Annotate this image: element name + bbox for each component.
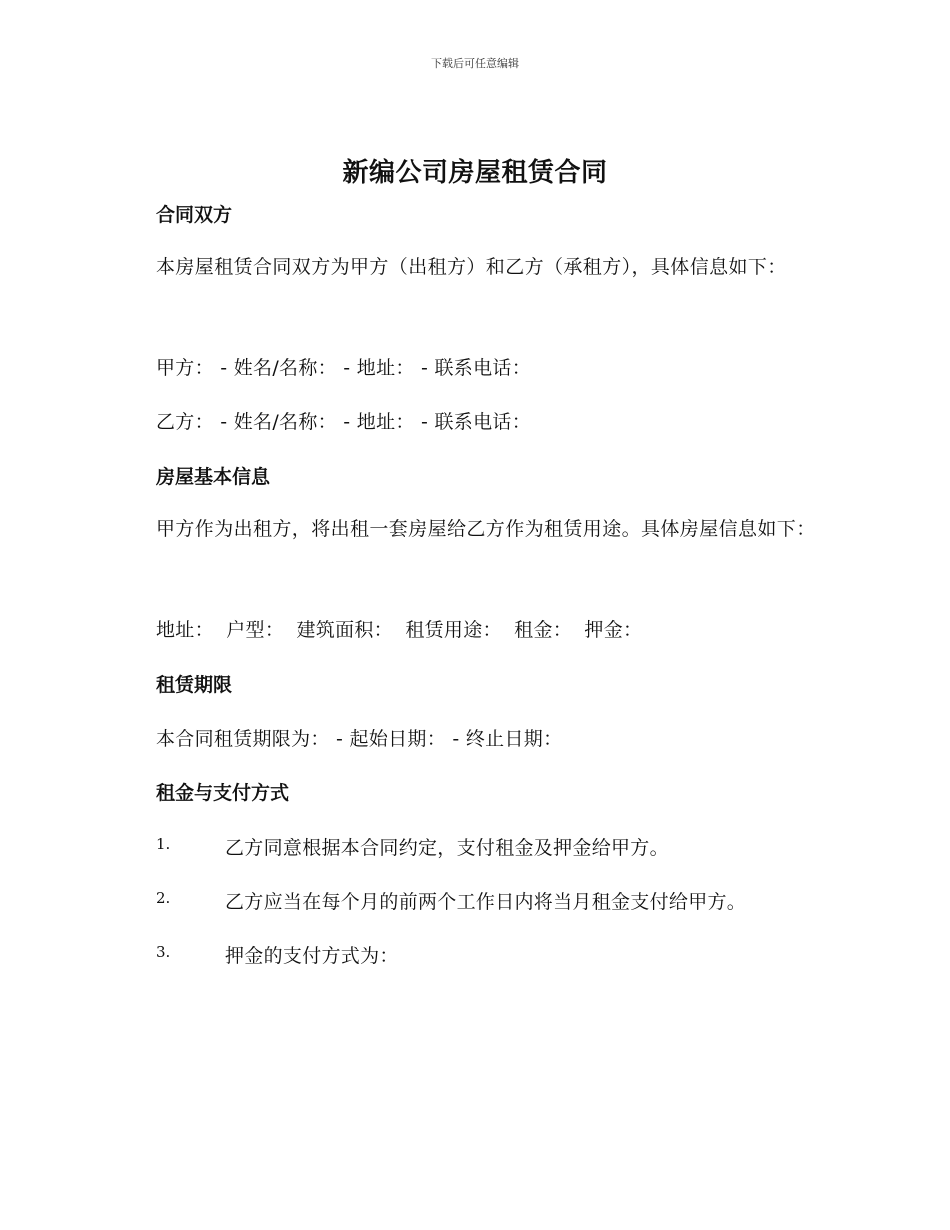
list-item-number: 2. [156,889,171,907]
house-fields-line: 地址： 户型： 建筑面积： 租赁用途： 租金： 押金： [156,619,643,641]
list-item-text: 乙方同意根据本合同约定，支付租金及押金给甲方。 [225,837,669,859]
party-a-line: 甲方： - 姓名/名称： - 地址： - 联系电话： [156,357,532,379]
term-line: 本合同租赁期限为： - 起始日期： - 终止日期： [156,728,563,750]
list-item-text: 押金的支付方式为： [225,945,399,967]
section-heading-house: 房屋基本信息 [156,466,271,488]
list-item-number: 1. [156,835,171,853]
parties-intro-paragraph: 本房屋租赁合同双方为甲方（出租方）和乙方（承租方），具体信息如下： [156,256,787,278]
list-item-number: 3. [156,943,171,961]
list-item-text: 乙方应当在每个月的前两个工作日内将当月租金支付给甲方。 [225,891,747,913]
document-title: 新编公司房屋租赁合同 [342,158,608,188]
house-intro-paragraph: 甲方作为出租方，将出租一套房屋给乙方作为租赁用途。具体房屋信息如下： [156,518,816,540]
header-note: 下载后可任意编辑 [431,57,519,70]
section-heading-payment: 租金与支付方式 [156,782,290,804]
party-b-line: 乙方： - 姓名/名称： - 地址： - 联系电话： [156,411,532,433]
section-heading-parties: 合同双方 [156,204,233,226]
section-heading-term: 租赁期限 [156,674,233,696]
